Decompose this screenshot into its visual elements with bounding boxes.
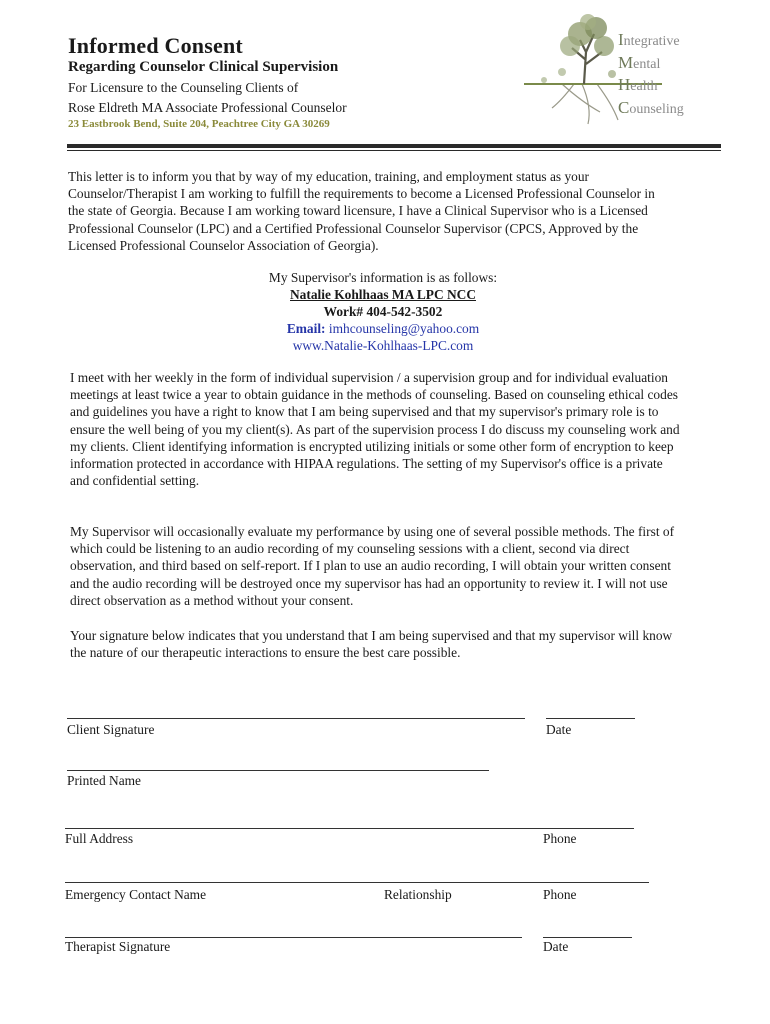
header-divider-thin (67, 150, 721, 151)
date-label-2: Date (543, 939, 569, 954)
paragraph-intro: This letter is to inform you that by way of my education, training, and employment status as your Counselor/Therapist I am working to fulfill the requirements to become a Licensed Professional Counselor in the state of Georgia. Because I am working toward licensure, I have a Clinical Supervisor who is a Licensed Professional Counselor (LPC) and a Certified Professional Counselor Supervisor (CPCS, Approved by the Licensed Professional Counselor Association of Georgia). (68, 169, 655, 253)
logo-word-mental: Mental (618, 52, 661, 72)
client-signature-line[interactable] (67, 718, 525, 719)
client-signature-label: Client Signature (67, 722, 155, 737)
paragraph-supervision: I meet with her weekly in the form of individual supervision / a supervision group and for individual evaluation meetings at least twice a year to obtain guidance in the methods of counseling. Based on counseling ethical codes and guidelines you have a right to know that I am being supervised and that my supervisor's primary role is to ensure the well being of you my client(s). As part of the supervision process I do discuss my counseling work and my clients. Client identifying information is encrypted utilizing initials or some other form of encryption to keep information protected in accordance with HIPAA regulations. The setting of my Supervisor's office is a private and confidential setting. (70, 370, 680, 489)
header-line-counselor: Rose Eldreth MA Associate Professional Counselor (68, 100, 347, 115)
date-line-2[interactable] (543, 937, 632, 938)
printed-name-label: Printed Name (67, 773, 142, 788)
paragraph-signature-note: Your signature below indicates that you understand that I am being supervised and that my supervisor will know the nature of our therapeutic interactions to ensure the best care possible. (70, 628, 673, 661)
supervisor-intro: My Supervisor's information is as follows: (268, 270, 498, 285)
relationship-label: Relationship (384, 887, 452, 902)
full-address-label: Full Address (65, 831, 134, 846)
emergency-contact-line[interactable] (65, 882, 649, 883)
phone-label-2: Phone (543, 887, 577, 902)
document-title: Informed Consent (68, 33, 243, 58)
therapist-signature-label: Therapist Signature (65, 939, 171, 954)
supervisor-work-phone: Work# 404-542-3502 (323, 304, 443, 319)
logo-wordmark (618, 30, 684, 120)
logo-word-health: Health (618, 75, 658, 94)
supervisor-email[interactable]: Email: imhcounseling@yahoo.com (286, 321, 480, 336)
full-address-line[interactable] (65, 828, 634, 829)
emergency-contact-label: Emergency Contact Name (65, 887, 207, 902)
printed-name-line[interactable] (67, 770, 489, 771)
header-address: 23 Eastbrook Bend, Suite 204, Peachtree City GA 30269 (68, 118, 330, 130)
logo-word-integrative: Integrative (618, 30, 680, 49)
supervisor-name: Natalie Kohlhaas MA LPC NCC (290, 287, 476, 302)
paragraph-evaluation: My Supervisor will occasionally evaluate my performance by using one of several possible methods. The first of which could be listening to an audio recording of my counseling sessions with a client, second via direct observation, and third based on self-report. If I plan to use an audio recording, I will obtain your written consent and the audio recording will be destroyed once my supervisor has had an opportunity to review it. I will not use direct observation as a method without your consent. (70, 524, 675, 608)
header-divider-thick (67, 144, 721, 148)
therapist-signature-line[interactable] (65, 937, 522, 938)
supervisor-website-link[interactable]: www.Natalie-Kohlhaas-LPC.com (292, 338, 474, 353)
phone-label-1: Phone (543, 831, 577, 846)
date-label-1: Date (546, 722, 572, 737)
date-line-1[interactable] (546, 718, 635, 719)
header-line-licensure: For Licensure to the Counseling Clients of (68, 80, 299, 95)
logo-word-counseling: Counseling (618, 97, 684, 117)
document-subtitle: Regarding Counselor Clinical Supervision (68, 59, 339, 75)
